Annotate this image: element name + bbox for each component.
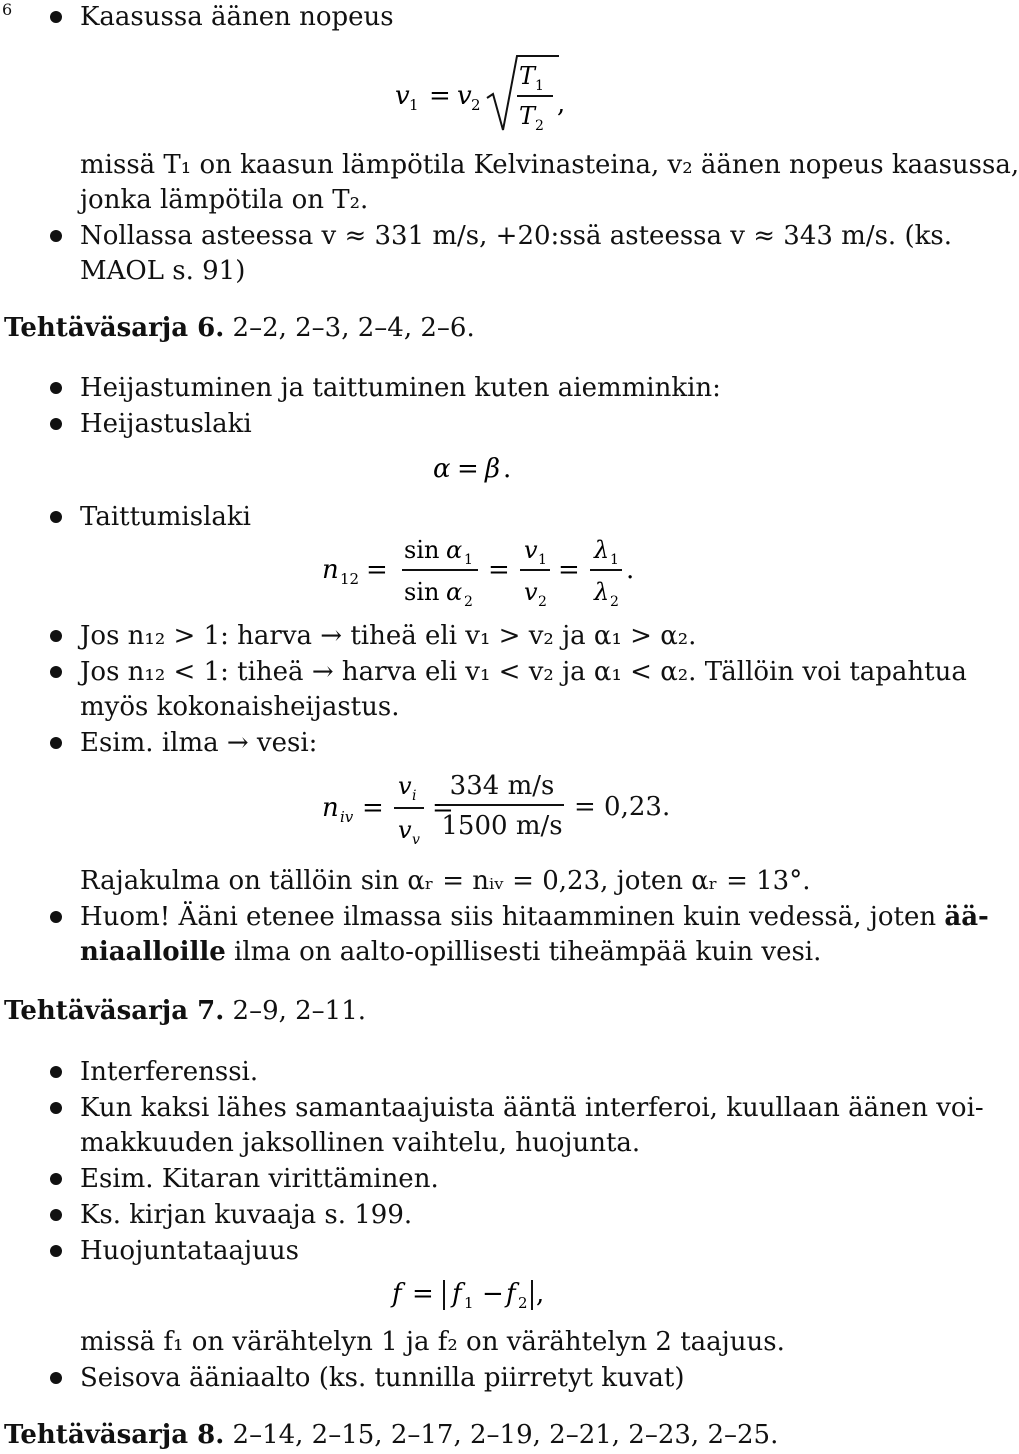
svg-text:2: 2 — [610, 594, 619, 610]
bullet — [50, 911, 62, 923]
bullet-item: Jos n₁₂ > 1: harva → tiheä eli v₁ > v₂ ja α₁ > α₂. — [80, 621, 697, 651]
svg-text:α: α — [446, 578, 463, 606]
bullet — [50, 1245, 62, 1257]
svg-text:1: 1 — [535, 78, 544, 94]
svg-text:β: β — [485, 454, 501, 484]
svg-text:,: , — [557, 89, 566, 119]
bullet-item-speed-values: Nollassa asteessa v ≈ 331 m/s, +20:ssä asteessa v ≈ 343 m/s. (ks. — [80, 221, 952, 251]
text-line: makkuuden jaksollinen vaihtelu, huojunta. — [80, 1128, 641, 1158]
svg-text:=: = — [432, 793, 454, 823]
text-line: missä f₁ on värähtelyn 1 ja f₂ on värähtelyn 2 taajuus. — [80, 1327, 785, 1357]
svg-text:1: 1 — [464, 552, 473, 568]
exercise-set-title: Tehtäväsarja 7. — [4, 996, 225, 1026]
svg-text:=: = — [412, 1279, 434, 1309]
svg-text:2: 2 — [471, 96, 481, 114]
svg-text:2: 2 — [538, 594, 547, 610]
bullet — [50, 1102, 62, 1114]
svg-text:1: 1 — [409, 96, 419, 114]
page-number: 6 — [2, 0, 13, 19]
svg-text:n: n — [322, 793, 339, 823]
equation-beat-frequency — [392, 1274, 572, 1314]
svg-text:2: 2 — [464, 594, 473, 610]
bullet-item: Heijastuslaki — [80, 409, 252, 439]
svg-text:.: . — [626, 555, 635, 585]
svg-text:2: 2 — [535, 118, 544, 134]
text-span: ilma on aalto-opillisesti tiheämpää kuin vesi. — [225, 937, 822, 967]
fraction-numerator: 334 m/s — [440, 768, 564, 806]
bullet — [50, 511, 62, 523]
bullet — [50, 418, 62, 430]
svg-text:sin: sin — [404, 536, 440, 564]
bullet — [50, 737, 62, 749]
text-line: Rajakulma on tällöin sin αᵣ = nᵢᵥ = 0,23, joten αᵣ = 13°. — [80, 866, 811, 896]
svg-text:iv: iv — [340, 808, 354, 826]
svg-text:v: v — [412, 832, 420, 848]
svg-text:=: = — [488, 555, 510, 585]
equation-refraction-law — [322, 532, 642, 612]
bullet-item — [80, 900, 989, 934]
exercise-set-tasks: 2–14, 2–15, 2–17, 2–19, 2–21, 2–23, 2–25. — [224, 1420, 779, 1450]
exercise-set-heading — [4, 311, 475, 345]
svg-text:v: v — [457, 81, 472, 111]
text-line: MAOL s. 91) — [80, 256, 246, 286]
bullet-item: Esim. ilma → vesi: — [80, 728, 318, 758]
text-line: jonka lämpötila on T₂. — [80, 185, 369, 215]
svg-text:=: = — [457, 454, 479, 484]
svg-text:12: 12 — [340, 570, 360, 588]
exercise-set-heading — [4, 994, 366, 1028]
svg-text:λ: λ — [594, 536, 610, 564]
equation-index-example — [322, 768, 682, 850]
svg-text:=: = — [558, 555, 580, 585]
svg-text:=: = — [366, 555, 388, 585]
exercise-set-tasks: 2–9, 2–11. — [224, 996, 367, 1026]
bullet — [50, 1372, 62, 1384]
bullet — [50, 1173, 62, 1185]
exercise-set-heading — [4, 1418, 778, 1452]
equation-speed-of-sound — [395, 50, 575, 136]
svg-text:α: α — [446, 536, 463, 564]
svg-text:i: i — [412, 788, 417, 804]
bullet-item-sound-speed: Kaasussa äänen nopeus — [80, 2, 394, 32]
exercise-set-title: Tehtäväsarja 8. — [4, 1420, 225, 1450]
bullet-item: Taittumislaki — [80, 502, 251, 532]
svg-text:1: 1 — [610, 552, 619, 568]
svg-text:=: = — [362, 793, 384, 823]
svg-text:2: 2 — [518, 1294, 528, 1312]
bullet — [50, 666, 62, 678]
bullet — [50, 230, 62, 242]
bullet — [50, 630, 62, 642]
fraction-denominator: 1500 m/s — [441, 811, 563, 841]
exercise-set-tasks: 2–2, 2–3, 2–4, 2–6. — [224, 313, 475, 343]
svg-text:n: n — [322, 555, 339, 585]
bullet-item: Kun kaksi lähes samantaajuista ääntä interferoi, kuullaan äänen voi- — [80, 1093, 984, 1123]
bold-term: ää- — [944, 902, 989, 932]
bullet — [50, 382, 62, 394]
bullet-item: Interferenssi. — [80, 1057, 259, 1087]
svg-text:T: T — [519, 62, 536, 90]
svg-text:=: = — [429, 81, 451, 111]
svg-text:α: α — [433, 454, 451, 484]
bullet-item: Ks. kirjan kuvaaja s. 199. — [80, 1200, 413, 1230]
svg-text:v: v — [398, 816, 412, 844]
text-span: Huom! Ääni etenee ilmassa siis hitaamminen kuin vedessä, joten — [80, 902, 945, 932]
svg-text:v: v — [524, 578, 538, 606]
svg-text:f: f — [452, 1279, 462, 1309]
bullet-item: Huojuntataajuus — [80, 1236, 299, 1266]
equation-result: = 0,23. — [574, 792, 671, 822]
svg-text:−: − — [482, 1279, 504, 1309]
bullet-item: Heijastuminen ja taittuminen kuten aiemminkin: — [80, 373, 721, 403]
bullet-item: Seisova ääniaalto (ks. tunnilla piirretyt kuvat) — [80, 1363, 685, 1393]
svg-text:,: , — [536, 1279, 545, 1309]
svg-text:T: T — [519, 102, 536, 130]
bold-term: niaalloille — [80, 937, 226, 967]
svg-text:1: 1 — [464, 1294, 474, 1312]
bullet — [50, 11, 62, 23]
svg-text:.: . — [503, 454, 512, 484]
text-line: myös kokonaisheijastus. — [80, 692, 400, 722]
bullet-item: Jos n₁₂ < 1: tiheä → harva eli v₁ < v₂ ja α₁ < α₂. Tällöin voi tapahtua — [80, 657, 967, 687]
svg-text:v: v — [524, 536, 538, 564]
text-line: missä T₁ on kaasun lämpötila Kelvinasteina, v₂ äänen nopeus kaasussa, — [80, 150, 1019, 180]
bullet — [50, 1209, 62, 1221]
svg-text:v: v — [398, 772, 412, 800]
text-line — [80, 935, 821, 969]
svg-text:v: v — [395, 81, 410, 111]
svg-text:1: 1 — [538, 552, 547, 568]
exercise-set-title: Tehtäväsarja 6. — [4, 313, 225, 343]
bullet-item: Esim. Kitaran virittäminen. — [80, 1164, 439, 1194]
bullet — [50, 1066, 62, 1078]
svg-text:f: f — [506, 1279, 516, 1309]
equation-reflection-law — [433, 449, 543, 489]
svg-text:λ: λ — [594, 578, 610, 606]
svg-text:sin: sin — [404, 578, 440, 606]
svg-text:f: f — [392, 1279, 402, 1309]
